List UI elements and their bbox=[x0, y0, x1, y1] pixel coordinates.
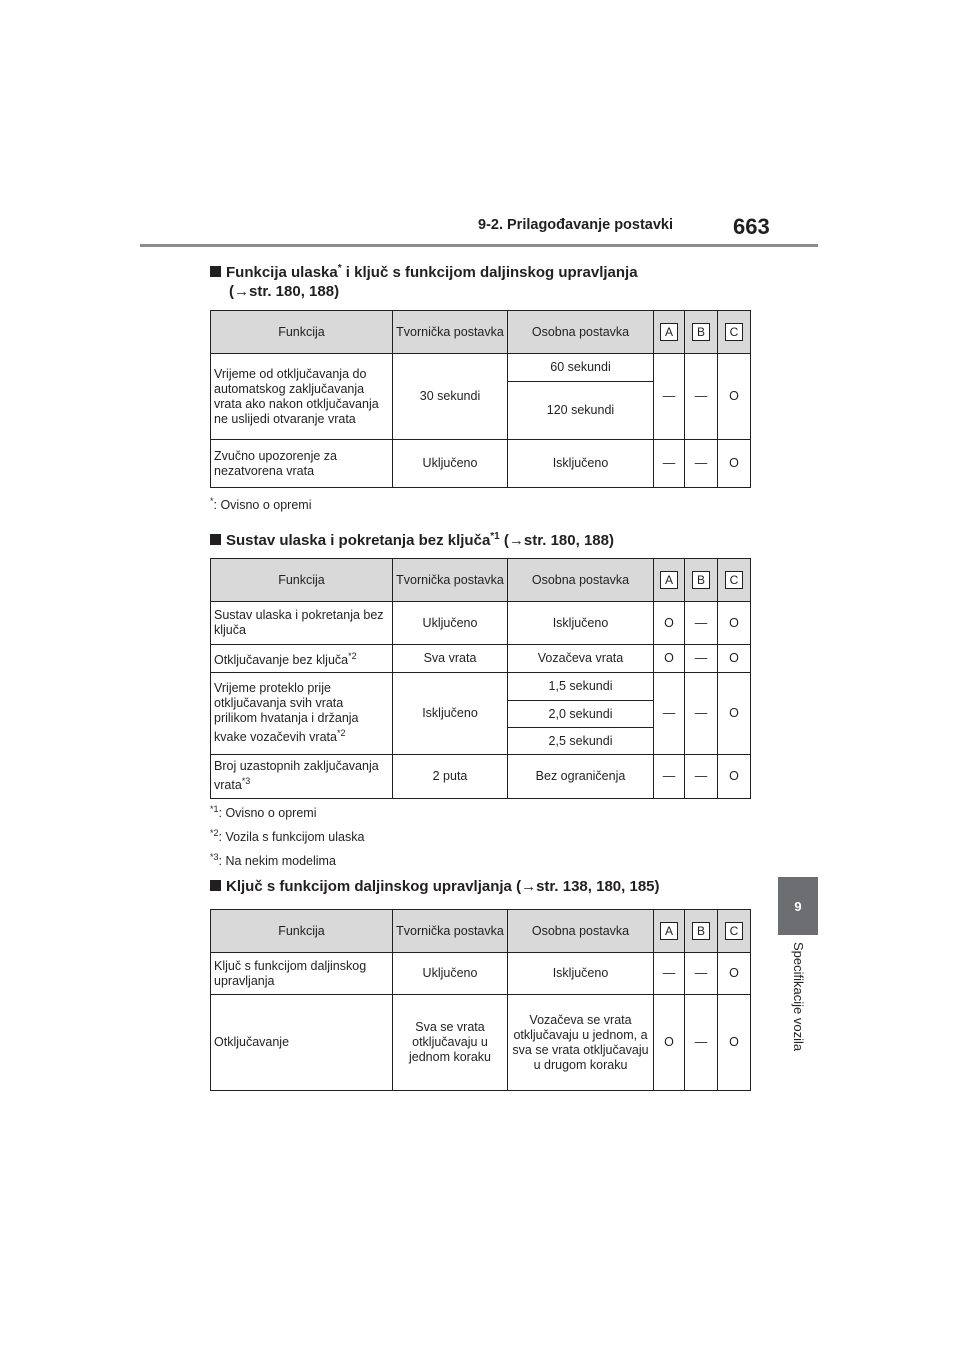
cell-function bbox=[211, 645, 393, 673]
footnote bbox=[210, 828, 364, 844]
cell-a: — bbox=[654, 755, 685, 799]
col-b-label: B bbox=[692, 571, 710, 589]
footnote bbox=[210, 496, 311, 512]
cell-function bbox=[211, 602, 393, 645]
table-header-row bbox=[211, 559, 751, 602]
cell-b: — bbox=[685, 755, 718, 799]
side-chapter-title-text: Specifikacije vozila bbox=[791, 942, 806, 1052]
col-c-label: C bbox=[725, 323, 743, 341]
cell-factory: Sva se vrata otključavaju u jednom koraku bbox=[393, 995, 508, 1091]
cell-factory: 2 puta bbox=[393, 755, 508, 799]
bullet-square-icon bbox=[210, 880, 221, 891]
cell-option: 60 sekundi bbox=[508, 354, 654, 382]
col-personal: Osobna postavka bbox=[508, 311, 654, 354]
col-a bbox=[654, 311, 685, 354]
cell-option: 120 sekundi bbox=[508, 382, 654, 440]
col-b-label: B bbox=[692, 922, 710, 940]
table-entry-function bbox=[210, 310, 751, 488]
cell-factory: Uključeno bbox=[393, 440, 508, 488]
table-header-row bbox=[211, 311, 751, 354]
table-row bbox=[211, 602, 751, 645]
cell-factory: 30 sekundi bbox=[393, 354, 508, 440]
section2-ref: (→str. 180, 188) bbox=[499, 532, 614, 549]
section2-heading bbox=[210, 527, 614, 551]
cell-option: Vozačeva se vrata otključavaju u jednom, a sva se vrata otključavaju u drugom koraku bbox=[508, 995, 654, 1091]
table-row bbox=[211, 645, 751, 673]
cell-factory: Sva vrata bbox=[393, 645, 508, 673]
cell-b: — bbox=[685, 953, 718, 995]
footnote-mark: * bbox=[210, 496, 214, 506]
cell-a: O bbox=[654, 602, 685, 645]
col-factory: Tvornička postavka bbox=[393, 559, 508, 602]
col-c bbox=[718, 910, 751, 953]
section-header: 9-2. Prilagođavanje postavki bbox=[478, 217, 674, 233]
cell-function-text: Vrijeme proteklo prije otključavanja svih vrata prilikom hvatanja i držanja kvake vozačevih vrata bbox=[214, 681, 359, 745]
col-personal: Osobna postavka bbox=[508, 910, 654, 953]
cell-c: O bbox=[718, 440, 751, 488]
col-a bbox=[654, 910, 685, 953]
cell-a: O bbox=[654, 645, 685, 673]
cell-option: Vozačeva vrata bbox=[508, 645, 654, 673]
chapter-tab: 9 bbox=[778, 877, 818, 935]
cell-function: Otključavanje bbox=[211, 995, 393, 1091]
cell-a: — bbox=[654, 953, 685, 995]
cell-factory: Uključeno bbox=[393, 953, 508, 995]
cell-b: — bbox=[685, 354, 718, 440]
bullet-square-icon bbox=[210, 266, 221, 277]
table-row bbox=[211, 995, 751, 1091]
cell-option: Bez ograničenja bbox=[508, 755, 654, 799]
footnote-mark: *2 bbox=[210, 828, 219, 838]
cell-b: — bbox=[685, 673, 718, 755]
col-c bbox=[718, 559, 751, 602]
cell-option: Isključeno bbox=[508, 602, 654, 645]
col-a bbox=[654, 559, 685, 602]
cell-a: O bbox=[654, 995, 685, 1091]
section2-sup: *1 bbox=[490, 531, 500, 542]
col-function: Funkcija bbox=[211, 311, 393, 354]
col-b bbox=[685, 311, 718, 354]
cell-function: Zvučno upozorenje za nezatvorena vrata bbox=[211, 440, 393, 488]
col-function: Funkcija bbox=[211, 910, 393, 953]
footnote-text: : Ovisno o opremi bbox=[213, 498, 312, 513]
cell-function: Ključ s funkcijom daljinskog upravljanja bbox=[211, 953, 393, 995]
cell-c: O bbox=[718, 755, 751, 799]
section3-ref: (→str. 138, 180, 185) bbox=[511, 878, 660, 895]
col-factory: Tvornička postavka bbox=[393, 311, 508, 354]
col-a-label: A bbox=[660, 922, 678, 940]
cell-function bbox=[211, 755, 393, 799]
cell-function-text: Sustav ulaska i pokretanja bez ključa bbox=[214, 608, 384, 637]
cell-function-text: Broj uzastopnih zaključavanja vrata bbox=[214, 759, 379, 793]
cell-b: — bbox=[685, 645, 718, 673]
table-row bbox=[211, 755, 751, 799]
section3-heading bbox=[210, 877, 660, 897]
footnote bbox=[210, 804, 316, 820]
cell-option: Isključeno bbox=[508, 440, 654, 488]
col-a-label: A bbox=[660, 571, 678, 589]
cell-c: O bbox=[718, 953, 751, 995]
footnote-text: : Vozila s funkcijom ulaska bbox=[218, 830, 365, 845]
cell-b: — bbox=[685, 602, 718, 645]
table-remote-key bbox=[210, 909, 751, 1091]
cell-function-sup: *3 bbox=[241, 776, 251, 787]
side-chapter-title bbox=[778, 942, 818, 1082]
table-row bbox=[211, 354, 751, 382]
table-row bbox=[211, 953, 751, 995]
cell-b: — bbox=[685, 440, 718, 488]
table-keyless-system bbox=[210, 558, 751, 799]
table-header-row bbox=[211, 910, 751, 953]
cell-c: O bbox=[718, 673, 751, 755]
cell-option: 2,0 sekundi bbox=[508, 701, 654, 728]
table-row bbox=[211, 673, 751, 701]
cell-function bbox=[211, 673, 393, 755]
cell-c: O bbox=[718, 602, 751, 645]
section3-title: Ključ s funkcijom daljinskog upravljanja bbox=[226, 878, 512, 895]
cell-a: — bbox=[654, 354, 685, 440]
cell-option: 2,5 sekundi bbox=[508, 728, 654, 755]
cell-c: O bbox=[718, 995, 751, 1091]
cell-c: O bbox=[718, 354, 751, 440]
section1-heading bbox=[210, 259, 638, 283]
col-a-label: A bbox=[660, 323, 678, 341]
cell-option: 1,5 sekundi bbox=[508, 673, 654, 701]
section2-title: Sustav ulaska i pokretanja bez ključa bbox=[226, 532, 491, 549]
col-c bbox=[718, 311, 751, 354]
cell-function: Vrijeme od otključavanja do automatskog zaključavanja vrata ako nakon otključavanja ne uslijedi otvaranje vrata bbox=[211, 354, 393, 440]
cell-function-sup: *2 bbox=[336, 728, 346, 739]
footnote-mark: *3 bbox=[210, 852, 219, 862]
col-b bbox=[685, 910, 718, 953]
col-b bbox=[685, 559, 718, 602]
table-row bbox=[211, 440, 751, 488]
cell-factory: Isključeno bbox=[393, 673, 508, 755]
section1-sup: * bbox=[337, 263, 342, 274]
cell-b: — bbox=[685, 995, 718, 1091]
col-c-label: C bbox=[725, 922, 743, 940]
footnote bbox=[210, 852, 336, 868]
cell-c: O bbox=[718, 645, 751, 673]
header-rule bbox=[140, 244, 818, 247]
section1-title: Funkcija ulaska bbox=[226, 264, 338, 281]
section1-title-rest: i ključ s funkcijom daljinskog upravljanja bbox=[341, 264, 638, 281]
cell-factory: Uključeno bbox=[393, 602, 508, 645]
footnote-mark: *1 bbox=[210, 804, 219, 814]
col-c-label: C bbox=[725, 571, 743, 589]
col-b-label: B bbox=[692, 323, 710, 341]
cell-function-sup: *2 bbox=[348, 650, 357, 661]
col-function: Funkcija bbox=[211, 559, 393, 602]
cell-a: — bbox=[654, 440, 685, 488]
cell-a: — bbox=[654, 673, 685, 755]
col-personal: Osobna postavka bbox=[508, 559, 654, 602]
bullet-square-icon bbox=[210, 534, 221, 545]
section1-ref: (→str. 180, 188) bbox=[229, 283, 340, 300]
col-factory: Tvornička postavka bbox=[393, 910, 508, 953]
cell-function-text: Otključavanje bez ključa bbox=[214, 653, 349, 668]
footnote-text: : Na nekim modelima bbox=[218, 854, 336, 869]
page-number: 663 bbox=[733, 214, 770, 239]
footnote-text: : Ovisno o opremi bbox=[218, 806, 317, 821]
cell-option: Isključeno bbox=[508, 953, 654, 995]
